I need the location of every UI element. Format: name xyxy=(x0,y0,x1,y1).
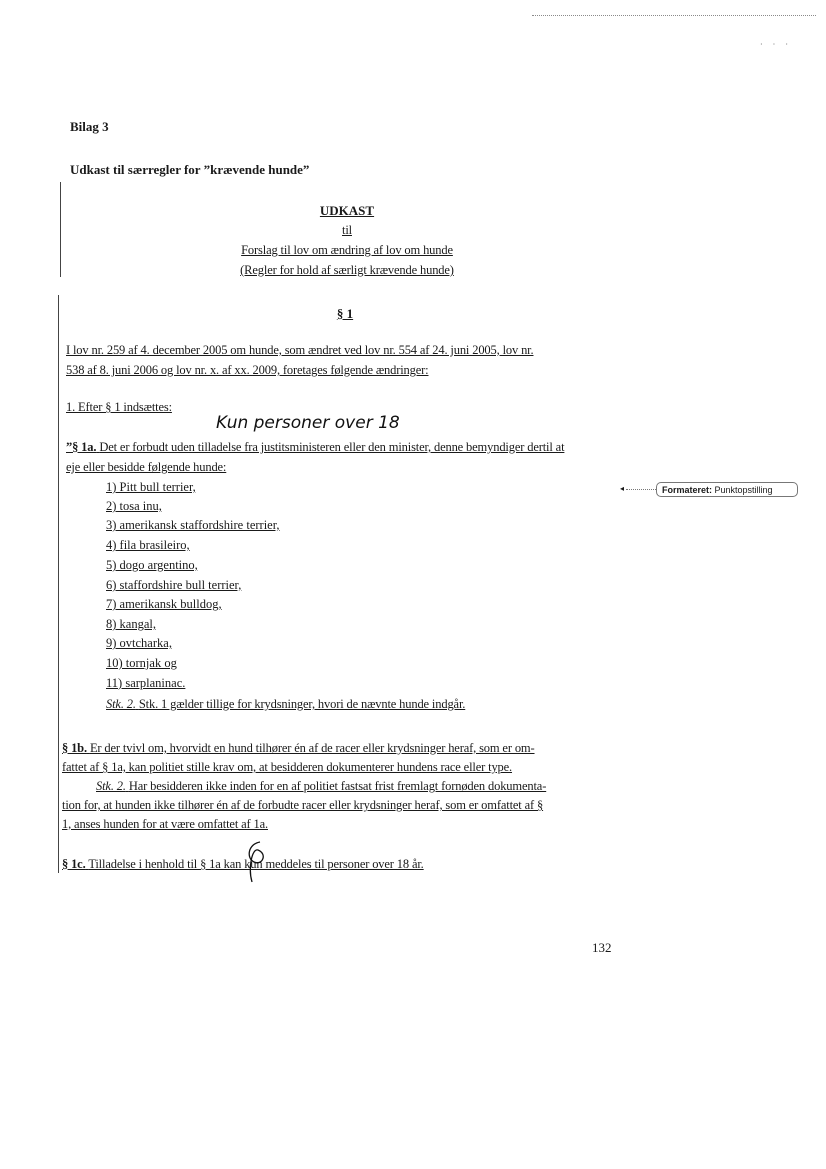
draft-title-line1: Forslag til lov om ændring af lov om hunde xyxy=(241,243,453,257)
p1b-stk2-label: Stk. 2. xyxy=(96,779,126,793)
list-item: 4) fila brasileiro, xyxy=(106,538,190,552)
draft-title-line2: (Regler for hold af særligt krævende hunde) xyxy=(240,263,454,277)
paragraph-1a-line2: eje eller besidde følgende hunde: xyxy=(66,460,227,474)
list-item: 11) sarplaninac. xyxy=(106,676,186,690)
paragraph-1c-label: § 1c. xyxy=(62,857,86,871)
p1b-stk2-line1: Har besidderen ikke inden for en af politiet fastsat frist fremlagt fornøden dokumenta- xyxy=(128,779,547,793)
intro-line-2: 538 af 8. juni 2006 og lov nr. x. af xx. 2009, foretages følgende ændringer: xyxy=(66,363,429,377)
change-1-label: 1. Efter § 1 indsættes: xyxy=(66,400,172,414)
list-item: 6) staffordshire bull terrier, xyxy=(106,578,242,592)
paragraph-1b-line1: Er der tvivl om, hvorvidt en hund tilhører én af de racer eller krydsninger heraf, som er om- xyxy=(89,741,535,755)
paragraph-1b-label: § 1b. xyxy=(62,741,87,755)
scan-marks: · · · xyxy=(760,40,788,49)
list-item: 8) kangal, xyxy=(106,617,156,631)
stk2-text: Stk. 1 gælder tillige for krydsninger, hvori de nævnte hunde indgår. xyxy=(138,697,466,711)
p1b-stk2-line3: 1, anses hunden for at være omfattet af 1a. xyxy=(62,817,268,831)
handwritten-note: Kun personer over 18 xyxy=(216,413,400,433)
draft-label: UDKAST xyxy=(319,203,375,218)
list-item: 9) ovtcharka, xyxy=(106,636,172,650)
list-item: 3) amerikansk staffordshire terrier, xyxy=(106,518,280,532)
list-item: 5) dogo argentino, xyxy=(106,558,198,572)
stk2-label: Stk. 2. xyxy=(106,697,136,711)
list-item: 1) Pitt bull terrier, xyxy=(106,480,196,494)
p1b-stk2-line2: tion for, at hunden ikke tilhører én af de forbudte racer eller krydsninger heraf, som er omfattet af § xyxy=(62,798,544,812)
comment-label: Formateret: xyxy=(662,485,713,495)
comment-value: Punktopstilling xyxy=(714,485,773,495)
document-title: Udkast til særregler for ”krævende hunde” xyxy=(70,162,310,177)
list-item: 10) tornjak og xyxy=(106,656,177,670)
top-dotted-rule xyxy=(532,15,816,16)
paragraph-1a-label: ”§ 1a. xyxy=(66,440,97,454)
revision-bar xyxy=(58,295,59,873)
intro-line-1: I lov nr. 259 af 4. december 2005 om hunde, som ændret ved lov nr. 554 af 24. juni 2005, lov nr. xyxy=(66,343,534,357)
comment-connector xyxy=(626,489,656,490)
page-number: 132 xyxy=(592,940,612,955)
format-comment-balloon[interactable] xyxy=(656,482,798,497)
list-item: 7) amerikansk bulldog, xyxy=(106,597,222,611)
paragraph-1a-line1: Det er forbudt uden tilladelse fra justitsministeren eller den minister, denne bemyndiger dertil at xyxy=(99,440,565,454)
handwritten-mark-icon xyxy=(238,838,274,886)
section-number: § 1 xyxy=(336,306,354,321)
comment-arrow-icon: ◂ xyxy=(620,484,625,493)
paragraph-1c-text: Tilladelse i henhold til § 1a kan kun meddeles til personer over 18 år. xyxy=(88,857,424,871)
paragraph-1b-line2: fattet af § 1a, kan politiet stille krav om, at besidderen dokumenterer hundens race eller type. xyxy=(62,760,513,774)
draft-til: til xyxy=(342,223,352,237)
list-item: 2) tosa inu, xyxy=(106,499,162,513)
annex-label: Bilag 3 xyxy=(70,119,109,134)
